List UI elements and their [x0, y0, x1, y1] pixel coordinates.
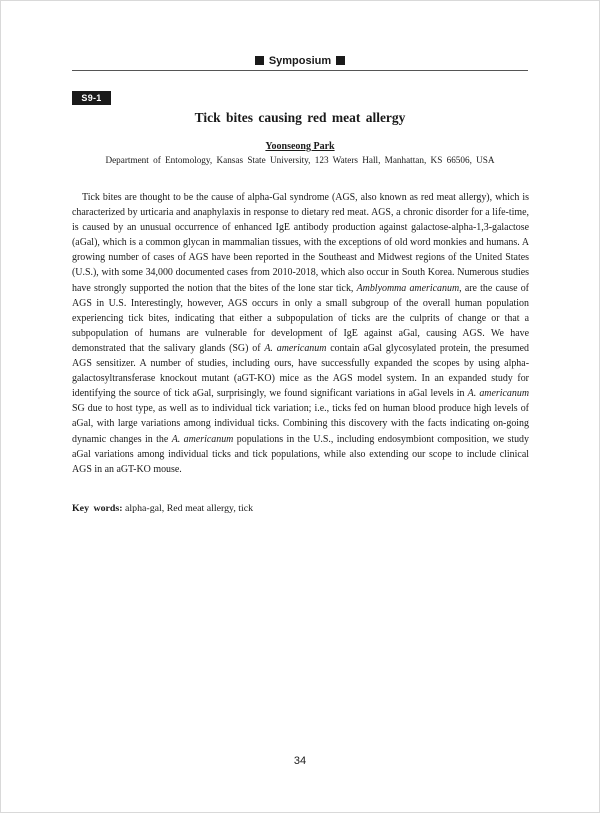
- keywords-list: alpha-gal, Red meat allergy, tick: [125, 503, 254, 514]
- species-name: A. americanum: [171, 433, 234, 445]
- author-line: [72, 141, 528, 152]
- article-title: Tick bites causing red meat allergy: [194, 110, 406, 125]
- species-name: A. americanum: [467, 388, 529, 400]
- page-number: 34: [293, 755, 307, 767]
- abstract-text: contain aGal glycosylated protein, the presumed AGS sensitizer. A number of studies, including ours, have successfully expanded the scopes by using alpha-galactosyltransferase knockout mutant (aGT-KO) mice as the AGS model system. In an expanded study for identifying the source of tick aGal, surprisingly, we found significant variations in aGal levels in: [72, 342, 529, 400]
- square-bullet-icon: [336, 56, 345, 65]
- section-label: Symposium: [268, 55, 332, 67]
- author-affiliation: Department of Entomology, Kansas State University, 123 Waters Hall, Manhattan, KS 66506, USA: [105, 155, 495, 165]
- abstract-text: populations in the U.S., including endosymbiont composition, we study aGal variations among individual ticks and tick populations, while also extending our scope to include clinical AGS in an aGT-KO mouse.: [72, 433, 529, 475]
- abstract-text: , are the cause of AGS in U.S. Interestingly, however, AGS occurs in only a small subgroup of the overall human population experiencing tick bites, indicating that either a subpopulation of ticks are the culprits of change or that a subpopulation of humans are vulnerable for development of IgE against aGal, causing AGS. We have demonstrated that the salivary glands (SG) of: [72, 282, 529, 354]
- abstract-text: Tick bites are thought to be the cause of alpha-Gal syndrome (AGS, also known as red meat allergy), which is characterized by urticaria and anaphylaxis in response to dietary red meat. AGS, a chronic disorder for a life-time, is caused by an unusual occurrence of enhanced IgE antibody production against galactose-alpha-1,3-galactose (aGal), which is a common glycan in mammalian tissues, with the exceptions of old word monkies and humans. A growing number of cases of AGS have been reported in the Southeast and Midwest regions of the United States (U.S.), with some 34,000 documented cases from 2010-2018, which also occur in South Korea. Numerous studies have strongly supported the notion that the bites of the lone star tick,: [72, 192, 529, 294]
- keywords-label: Key words:: [72, 503, 123, 514]
- session-code-badge: S9-1: [72, 91, 111, 105]
- header-divider: [72, 70, 528, 71]
- abstract: [72, 190, 529, 477]
- author-name: Yoonseong Park: [265, 141, 335, 152]
- keywords-line: [72, 502, 528, 516]
- species-name: A. americanum: [264, 342, 327, 354]
- square-bullet-icon: [255, 56, 264, 65]
- abstract-paragraph: [72, 190, 529, 477]
- species-name: Amblyomma americanum: [356, 282, 460, 294]
- abstract-text: SG due to host type, as well as to individual tick variation; i.e., ticks fed on human blood produce high levels of aGal, with large variations among individual ticks. Combining this discovery with the facts indicating on-going dynamic changes in the: [72, 403, 529, 445]
- section-header: [72, 54, 528, 68]
